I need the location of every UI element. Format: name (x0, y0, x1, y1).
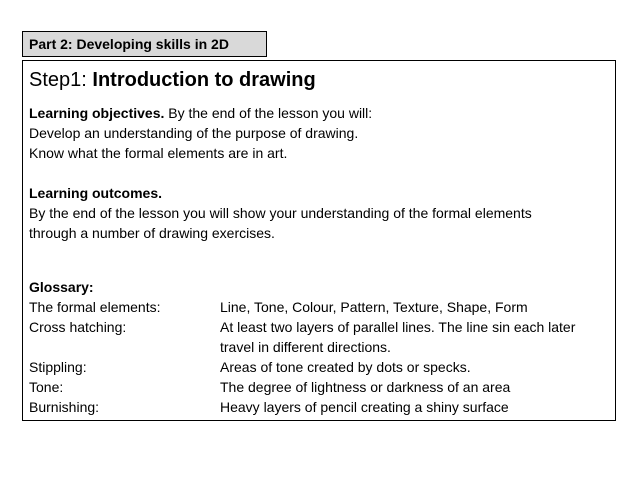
glossary-definition: Areas of tone created by dots or specks. (220, 359, 471, 375)
glossary-entry (29, 397, 607, 417)
part-label (22, 31, 267, 57)
outcomes-line: through a number of drawing exercises. (29, 225, 275, 241)
objectives-intro: By the end of the lesson you will: (164, 105, 373, 121)
glossary-term: Burnishing: (29, 399, 100, 415)
outcomes-heading: Learning outcomes. (29, 185, 163, 201)
glossary-definition: At least two layers of parallel lines. The line sin each later travel in different directions. (220, 319, 576, 355)
glossary-definition: Heavy layers of pencil creating a shiny surface (220, 399, 509, 415)
glossary-definition: Line, Tone, Colour, Pattern, Texture, Shape, Form (220, 299, 528, 315)
glossary-entry (29, 357, 607, 377)
outcomes-line: By the end of the lesson you will show your understanding of the formal elements (29, 205, 532, 221)
glossary-heading: Glossary: (29, 279, 94, 295)
glossary-definition: The degree of lightness or darkness of an area (220, 379, 511, 395)
objective-item: Know what the formal elements are in art. (29, 145, 288, 161)
objectives-line (29, 103, 607, 123)
glossary-term: Stippling: (29, 359, 87, 375)
glossary-entry (29, 377, 607, 397)
spacer (29, 163, 607, 183)
step-prefix: Step1: (29, 69, 93, 91)
glossary-entry (29, 317, 607, 357)
objective-item: Develop an understanding of the purpose of drawing. (29, 125, 359, 141)
part-label-text: Part 2: Developing skills in 2D (29, 36, 229, 52)
step-title (29, 67, 607, 93)
objectives-heading: Learning objectives. (29, 105, 165, 121)
lesson-box (22, 60, 616, 421)
glossary-term: Cross hatching: (29, 319, 127, 335)
glossary-term: The formal elements: (29, 299, 161, 315)
glossary-entry (29, 297, 607, 317)
glossary-term: Tone: (29, 379, 64, 395)
step-title-text: Introduction to drawing (92, 69, 316, 91)
spacer (29, 243, 607, 277)
